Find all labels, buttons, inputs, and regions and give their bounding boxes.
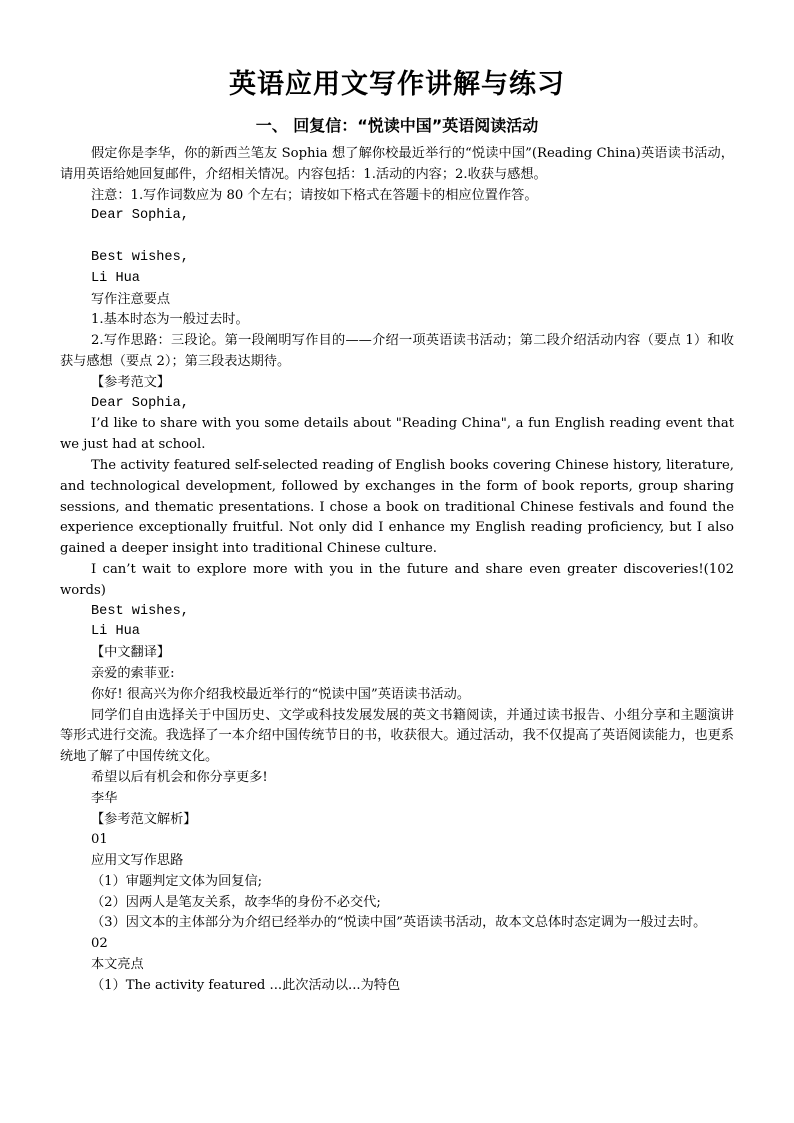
prompt-note: 注意：1.写作词数应为 80 个左右；请按如下格式在答题卡的相应位置作答。 [91, 187, 538, 203]
analysis-subheading: 应用文写作思路 [91, 853, 184, 869]
translation-heading: 【中文翻译】 [91, 645, 171, 661]
translation-paragraph: 希望以后有机会和你分享更多! [91, 769, 268, 785]
sample-closing: Best wishes, [91, 603, 189, 619]
translation-salutation: 亲爱的索菲亚: [91, 665, 175, 681]
sample-salutation: Dear Sophia, [91, 395, 189, 411]
analysis-subheading: 本文亮点 [91, 957, 144, 973]
translation-paragraph: 同学们自由选择关于中国历史、文学或科技发展发展的英文书籍阅读，并通过读书报告、小组分享和主题演讲等形式进行交流。我选择了一本介绍中国传统节日的书，收获很大。通过活动，我不仅提高了英语阅读能力，也更系统地了解了中国传统文化。 [60, 707, 734, 765]
prompt-paragraph: 假定你是李华，你的新西兰笔友 Sophia 想了解你校最近举行的“悦读中国”(Reading China)英语读书活动，请用英语给她回复邮件，介绍相关情况。内容包括：1.活动的内容；2.收获与感想。 [60, 146, 734, 182]
analysis-item: （1）The activity featured ...此次活动以...为特色 [91, 977, 401, 993]
analysis-item: （3）因文本的主体部分为介绍已经举办的“悦读中国”英语读书活动，故本文总体时态定调为一般过去时。 [91, 915, 707, 931]
writing-note-item: 1.基本时态为一般过去时。 [91, 312, 249, 328]
analysis-item: （1）审题判定文体为回复信; [91, 873, 263, 889]
sample-heading: 【参考范文】 [91, 374, 171, 390]
translation-signature: 李华 [91, 790, 118, 806]
sample-paragraph: The activity featured self-selected reading of English books covering Chinese history, literature, and technological development, followed by exchanges in the form of book reports, group sharing sessions, and thematic presentations. I chose a book on traditional Chinese festivals and found the experience exceptionally fruitful. Not only did I enhance my English reading proficiency, but I also gained a deeper insight into traditional Chinese culture. [60, 457, 734, 557]
prompt-closing: Best wishes, [91, 249, 189, 265]
page-title: 英语应用文写作讲解与练习 [229, 69, 565, 100]
sample-signature: Li Hua [91, 624, 140, 640]
analysis-number: 01 [91, 832, 108, 848]
analysis-item: （2）因两人是笔友关系，故李华的身份不必交代; [91, 894, 381, 910]
prompt-signature: Li Hua [91, 270, 140, 286]
sample-paragraph: I can’t wait to explore more with you in the future and share even greater discoveries!(102 words) [60, 561, 734, 598]
translation-paragraph: 你好! 很高兴为你介绍我校最近举行的“悦读中国”英语读书活动。 [91, 686, 471, 702]
analysis-number: 02 [91, 936, 108, 952]
sample-paragraph: I’d like to share with you some details about "Reading China", a fun English reading event that we just had at school. [60, 416, 734, 453]
writing-note-item: 2.写作思路：三段论。第一段阐明写作目的——介绍一项英语读书活动；第二段介绍活动内容（要点 1）和收获与感想（要点 2）；第三段表达期待。 [60, 333, 734, 369]
section-heading: 一、 回复信：“悦读中国”英语阅读活动 [255, 116, 539, 135]
prompt-salutation: Dear Sophia, [91, 208, 189, 224]
document-body [60, 144, 734, 997]
answer-blank [60, 227, 734, 248]
analysis-heading: 【参考范文解析】 [91, 811, 197, 827]
writing-notes-heading: 写作注意要点 [91, 291, 171, 307]
